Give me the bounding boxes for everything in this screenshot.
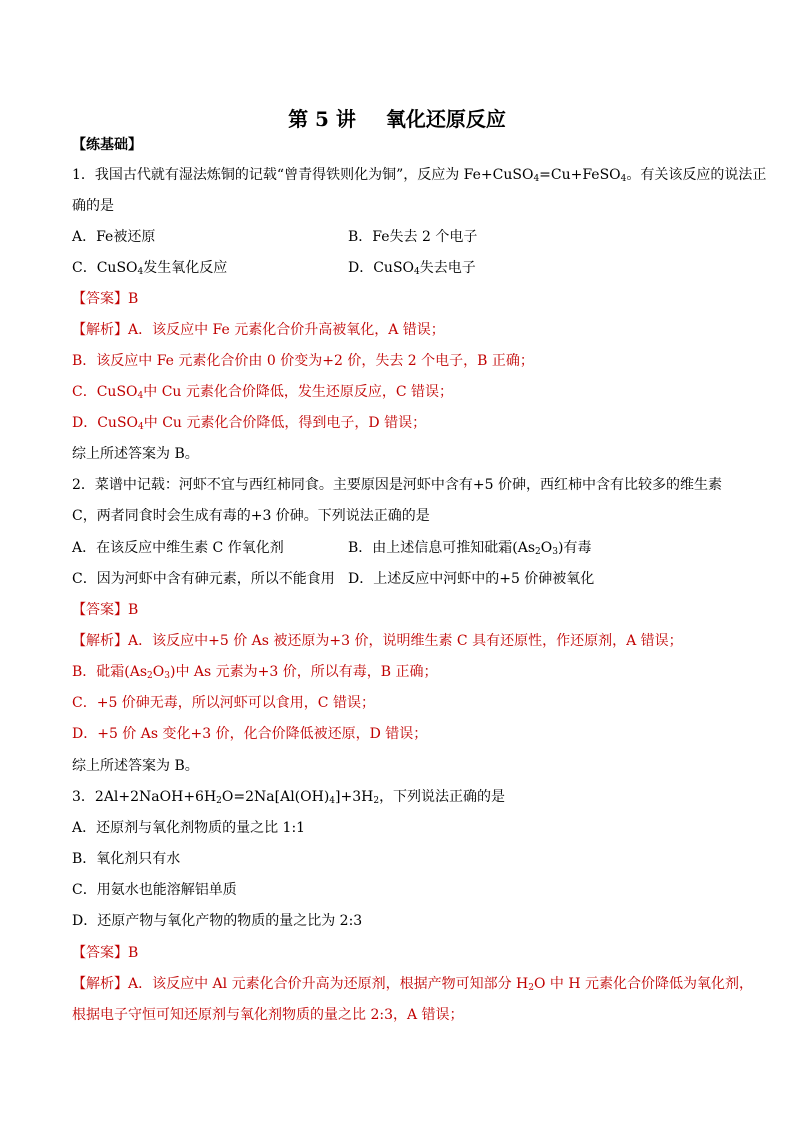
- q1-answer: 【答案】B: [72, 291, 139, 307]
- analysis-label: 【解析】: [72, 322, 128, 338]
- q1-option-b: B．Fe失去 2 个电子: [348, 229, 478, 245]
- q3-analysis-line1: 【解析】A．该反应中 Al 元素化合价升高为还原剂，根据产物可知部分 $H_2O$ 中 H 元素化合价降低为氧化剂，: [72, 976, 754, 993]
- analysis-label: 【解析】: [72, 633, 128, 649]
- q2-option-c: C．因为河虾中含有砷元素，所以不能食用: [72, 571, 335, 587]
- analysis-label: 【解析】: [72, 976, 128, 992]
- q3-answer: 【答案】B: [72, 945, 139, 961]
- section-heading: 【练基础】: [72, 137, 142, 153]
- q3-stem: 3．$2Al+2NaOH+6H_2O=2Na[Al(OH)_4]+3H_2$，下列说法正确的是: [72, 789, 506, 806]
- q2-stem-line2: C，两者同食时会生成有毒的+3 价砷。下列说法正确的是: [72, 508, 430, 524]
- q3-option-d: D．还原产物与氧化产物的物质的量之比为 2:3: [72, 913, 363, 929]
- q1-analysis-line3: C．CuSO$_4$中 Cu 元素化合价降低，发生还原反应，C 错误；: [72, 384, 454, 401]
- q1-analysis-line4: D．CuSO$_4$中 Cu 元素化合价降低，得到电子，D 错误；: [72, 415, 427, 432]
- q1-stem-line1: 1．我国古代就有湿法炼铜的记载“曾青得铁则化为铜”，反应为 Fe+CuSO$_4$=Cu+FeSO$_4$。有关该反应的说法正: [72, 167, 767, 184]
- q2-analysis-line4: D．+5 价 As 变化+3 价，化合价降低被还原，D 错误；: [72, 726, 428, 742]
- q1-option-a: A．Fe被还原: [72, 229, 156, 245]
- q1-stem-line2: 确的是: [72, 198, 114, 214]
- q3-option-a: A．还原剂与氧化剂物质的量之比 1:1: [72, 820, 306, 836]
- q2-answer: 【答案】B: [72, 602, 139, 618]
- q2-stem-line1: 2．菜谱中记载：河虾不宜与西红柿同食。主要原因是河虾中含有+5 价砷，西红柿中含有比较多的维生素: [72, 477, 722, 493]
- q1-analysis-line1: 【解析】A．该反应中 Fe 元素化合价升高被氧化，A 错误；: [72, 322, 445, 338]
- q2-option-a: A．在该反应中维生素 C 作氧化剂: [72, 540, 284, 556]
- q2-option-b: B．由上述信息可推知砒霜$(As_2O_3)$有毒: [348, 540, 592, 557]
- q1-option-c: C．CuSO$_4$发生氧化反应: [72, 260, 228, 277]
- q3-analysis-line2: 根据电子守恒可知还原剂与氧化剂物质的量之比 2:3，A 错误；: [72, 1007, 464, 1023]
- q1-option-d: D．CuSO$_4$失去电子: [348, 260, 476, 277]
- q2-analysis-line1: 【解析】A．该反应中+5 价 As 被还原为+3 价，说明维生素 C 具有还原性，作还原剂，A 错误；: [72, 633, 683, 649]
- page-title: [0, 103, 794, 132]
- q1-summary: 综上所述答案为 B。: [72, 446, 199, 462]
- q3-option-c: C．用氨水也能溶解铝单质: [72, 882, 237, 898]
- q2-analysis-line2: B．砒霜$(As_2O_3)$中 As 元素为+3 价，所以有毒，B 正确；: [72, 664, 438, 681]
- q2-summary: 综上所述答案为 B。: [72, 758, 199, 774]
- q3-option-b: B．氧化剂只有水: [72, 851, 181, 867]
- lecture-topic: 氧化还原反应: [385, 107, 506, 131]
- lecture-number: 第 5 讲: [288, 107, 356, 131]
- q2-analysis-line3: C．+5 价砷无毒，所以河虾可以食用，C 错误；: [72, 695, 375, 711]
- q2-option-d: D．上述反应中河虾中的+5 价砷被氧化: [348, 571, 595, 587]
- q1-analysis-line2: B．该反应中 Fe 元素化合价由 0 价变为+2 价，失去 2 个电子，B 正确；: [72, 353, 534, 369]
